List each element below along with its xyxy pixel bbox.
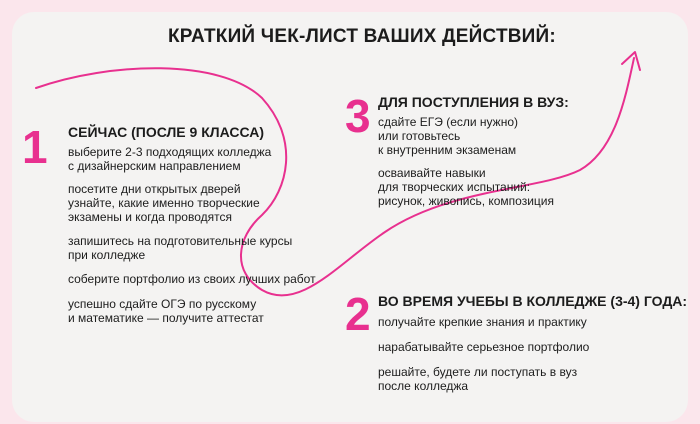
step-2-heading: ВО ВРЕМЯ УЧЕБЫ В КОЛЛЕДЖЕ (3-4) ГОДА: [378, 293, 688, 309]
step-2-number: 2 [345, 288, 371, 340]
step-1-heading: СЕЙЧАС (ПОСЛЕ 9 КЛАССА) [68, 124, 264, 140]
step-3-number: 3 [345, 90, 371, 142]
step-1-item: посетите дни открытых дверей узнайте, какие именно творческие экзамены и когда проводятся [68, 182, 260, 224]
step-1-item: выберите 2-3 подходящих колледжа с дизайнерским направлением [68, 145, 272, 173]
step-2-item: нарабатывайте серьезное портфолио [378, 340, 590, 354]
step-3-heading: ДЛЯ ПОСТУПЛЕНИЯ В ВУЗ: [378, 94, 569, 110]
step-3-item: осваивайте навыки для творческих испытаний: рисунок, живопись, композиция [378, 166, 554, 208]
step-1-number: 1 [22, 121, 48, 173]
step-2-item: получайте крепкие знания и практику [378, 315, 587, 329]
step-3-item: сдайте ЕГЭ (если нужно) или готовьтесь к внутренним экзаменам [378, 115, 519, 157]
step-1-item: успешно сдайте ОГЭ по русскому и математике — получите аттестат [68, 297, 264, 325]
step-1-item: запишитесь на подготовительные курсы при колледже [68, 234, 293, 262]
step-1-item: соберите портфолио из своих лучших работ [68, 272, 316, 286]
step-2-item: решайте, будете ли поступать в вуз после колледжа [378, 365, 578, 393]
page-title: КРАТКИЙ ЧЕК-ЛИСТ ВАШИХ ДЕЙСТВИЙ: [168, 26, 556, 47]
